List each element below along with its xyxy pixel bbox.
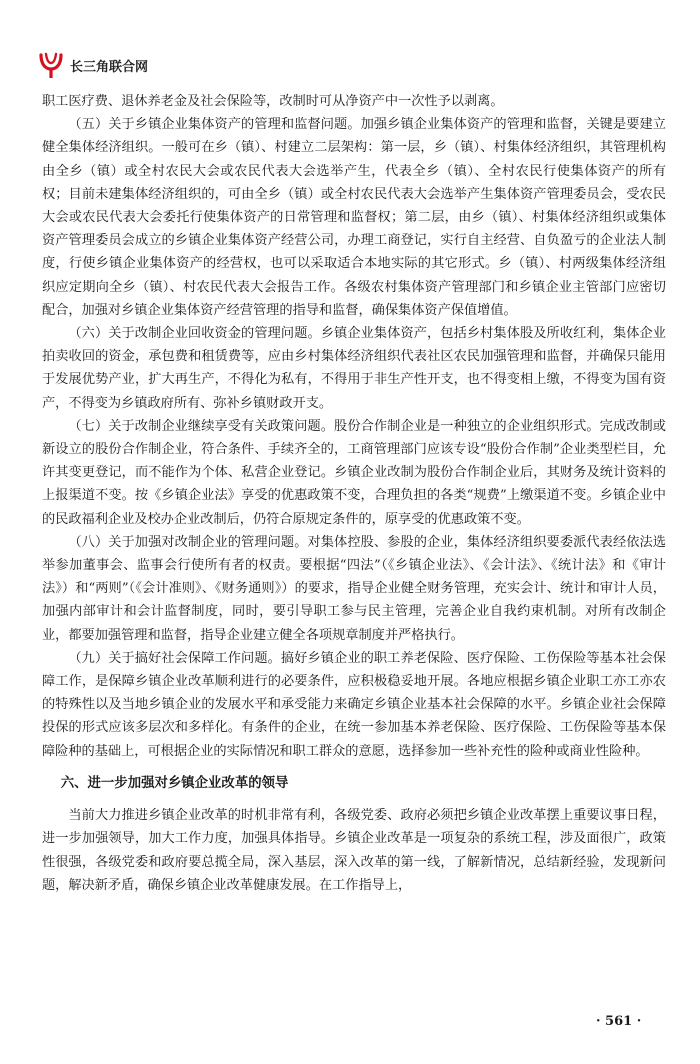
ychina-logo-icon — [38, 51, 64, 79]
paragraph-item-6: （六）关于改制企业回收资金的管理问题。乡镇企业集体资产，包括乡村集体股及所收红利，集体企业拍卖收回的资金，承包费和租赁费等，应由乡村集体经济组织代表社区农民加强管理和监督，并确保只能用于发展优势产业，扩大再生产，不得化为私有，不得用于非生产性开支，也不得变相上缴，不得变为国有资产，不得变为乡镇政府所有、弥补乡镇财政开支。 — [42, 326, 666, 411]
paragraph-item-8: （八）关于加强对改制企业的管理问题。对集体控股、参股的企业，集体经济组织要委派代表经依法选举参加董事会、监事会行使所有者的权责。要根据“四法”（《乡镇企业法》、《会计法》、《统计法》和《审计法》）和“两则”（《会计准则》、《财务通则》）的要求，指导企业健全财务管理，充实会计、统计和审计人员，加强内部审计和会计监督制度，同时，要引导职工参与民主管理，完善企业自我约束机制。对所有改制企业，都要加强管理和监督，指导企业建立健全各项规章制度并严格执行。 — [42, 534, 666, 643]
section-heading: 六、进一步加强对乡镇企业改革的领导 — [60, 775, 289, 791]
paragraph-item-9: （九）关于搞好社会保障工作问题。搞好乡镇企业的职工养老保险、医疗保险、工伤保险等基本社会保障工作，是保障乡镇企业改革顺利进行的必要条件，应积极稳妥地开展。各地应根据乡镇企业职工亦工亦农的特殊性以及当地乡镇企业的发展水平和承受能力来确定乡镇企业基本社会保障的水平。乡镇企业社会保障投保的形式应该多层次和多样化。有条件的企业，在统一参加基本养老保险、医疗保险、工伤保险等基本保障险种的基础上，可根据企业的实际情况和职工群众的意愿，选择参加一些补充性的险种或商业性险种。 — [42, 650, 666, 759]
page-number: · 561 · — [596, 1014, 642, 1029]
document-body — [42, 90, 666, 897]
paragraph-final: 当前大力推进乡镇企业改革的时机非常有利，各级党委、政府必须把乡镇企业改革摆上重要议事日程，进一步加强领导，加大工作力度，加强具体指导。乡镇企业改革是一项复杂的系统工程，涉及面很广，政策性很强，各级党委和政府要总揽全局，深入基层，深入改革的第一线，了解新情况，总结新经验，发现新问题，解决新矛盾，确保乡镇企业改革健康发展。在工作指导上， — [42, 808, 666, 893]
page-header — [38, 50, 148, 80]
paragraph-item-7: （七）关于改制企业继续享受有关政策问题。股份合作制企业是一种独立的企业组织形式。完成改制或新设立的股份合作制企业，符合条件、手续齐全的，工商管理部门应该专设“股份合作制”企业类型栏目，允许其变更登记，而不能作为个体、私营企业登记。乡镇企业改制为股份合作制企业后，其财务及统计资料的上报渠道不变。按《乡镇企业法》享受的优惠政策不变，合理负担的各类“规费”上缴渠道不变。乡镇企业中的民政福利企业及校办企业改制后，仍符合原规定条件的，原享受的优惠政策不变。 — [42, 418, 666, 527]
site-name: 长三角联合网 — [70, 59, 149, 75]
paragraph-item-5: （五）关于乡镇企业集体资产的管理和监督问题。加强乡镇企业集体资产的管理和监督，关键是要建立健全集体经济组织。一般可在乡（镇）、村建立二层架构：第一层，乡（镇）、村集体经济组织，其管理机构由全乡（镇）或全村农民大会或农民代表大会选举产生，代表全乡（镇）、全村农民行使集体资产的所有权；目前未建集体经济组织的，可由全乡（镇）或全村农民代表大会选举产生集体资产管理委员会，受农民大会或农民代表大会委托行使集体资产的日常管理和监督权；第二层，由乡（镇）、村集体经济组织或集体资产管理委员会成立的乡镇企业集体资产经营公司，办理工商登记，实行自主经营、自负盈亏的企业法人制度，行使乡镇企业集体资产的经营权，也可以采取适合本地实际的其它形式。乡（镇）、村两级集体经济组织应定期向全乡（镇）、村农民代表大会报告工作。各级农村集体资产管理部门和乡镇企业主管部门应密切配合，加强对乡镇企业集体资产经营管理的指导和监督，确保集体资产保值增值。 — [42, 117, 666, 318]
paragraph-carryover: 职工医疗费、退休养老金及社会保险等，改制时可从净资产中一次性予以剥离。 — [42, 94, 504, 109]
